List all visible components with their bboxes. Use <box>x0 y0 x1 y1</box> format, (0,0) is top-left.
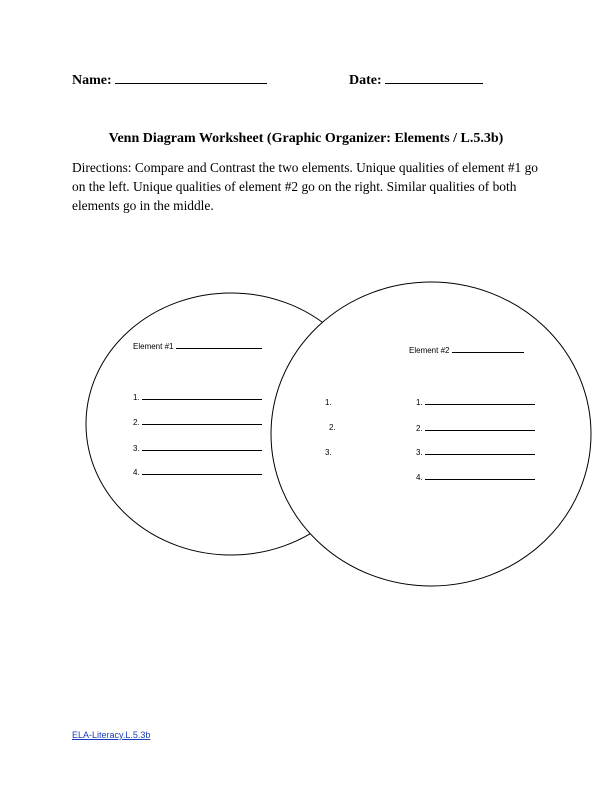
right-element-header <box>409 346 524 355</box>
right-element-blank[interactable] <box>452 352 524 353</box>
left-item-blank[interactable] <box>142 424 262 425</box>
left-item <box>133 393 262 402</box>
right-item-number: 2. <box>416 424 423 433</box>
left-item <box>133 418 262 427</box>
standard-link[interactable]: ELA-Literacy.L.5.3b <box>72 730 151 740</box>
middle-item-number: 2. <box>329 423 336 432</box>
middle-item[interactable] <box>329 423 336 432</box>
middle-item[interactable] <box>325 448 332 457</box>
venn-circle-right-outline <box>271 282 591 586</box>
left-item-blank[interactable] <box>142 474 262 475</box>
right-item-number: 4. <box>416 473 423 482</box>
directions-text: Directions: Compare and Contrast the two elements. Unique qualities of element #1 go on the left. Unique qualities of element #2 go on the right. Similar qualities of both elements go in the middle. <box>72 160 538 213</box>
right-item-blank[interactable] <box>425 454 535 455</box>
right-item-blank[interactable] <box>425 404 535 405</box>
middle-item[interactable] <box>325 398 332 407</box>
right-item <box>416 473 535 482</box>
middle-item-number: 1. <box>325 398 332 407</box>
right-item <box>416 448 535 457</box>
name-label: Name: <box>72 73 112 88</box>
right-item-blank[interactable] <box>425 430 535 431</box>
right-item-blank[interactable] <box>425 479 535 480</box>
right-item <box>416 398 535 407</box>
left-element-label: Element #1 <box>133 342 174 351</box>
left-item-number: 3. <box>133 444 140 453</box>
left-item <box>133 444 262 453</box>
worksheet-title: Venn Diagram Worksheet (Graphic Organizer: Elements / L.5.3b) <box>108 131 504 146</box>
left-item-number: 1. <box>133 393 140 402</box>
left-element-blank[interactable] <box>176 348 262 349</box>
date-label: Date: <box>349 73 382 88</box>
left-item-blank[interactable] <box>142 450 262 451</box>
right-element-label: Element #2 <box>409 346 450 355</box>
right-item <box>416 424 535 433</box>
left-element-header <box>133 342 262 351</box>
left-item-number: 2. <box>133 418 140 427</box>
right-item-number: 1. <box>416 398 423 407</box>
right-item-number: 3. <box>416 448 423 457</box>
left-item-number: 4. <box>133 468 140 477</box>
left-item <box>133 468 262 477</box>
left-item-blank[interactable] <box>142 399 262 400</box>
middle-item-number: 3. <box>325 448 332 457</box>
